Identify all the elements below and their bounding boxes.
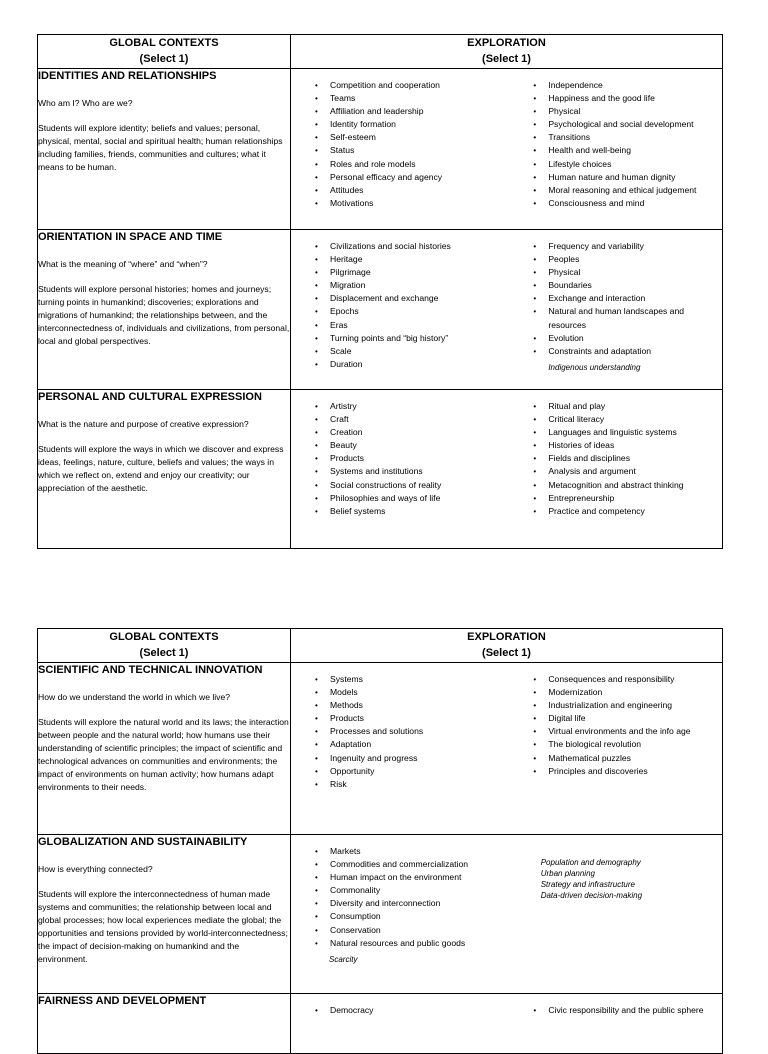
- list-item: • Transitions: [533, 131, 722, 144]
- context-description: Students will explore the natural world and its laws; the interaction between people and the natural world; how humans use their understanding of scientific principles; the impact of scientific and technological advances on communities and environments; the impact of environments on human activity; how humans adapt environments to their needs.: [38, 717, 289, 793]
- exploration-cell: [291, 230, 723, 390]
- context-cell: [38, 230, 291, 390]
- list-item: • Pilgrimage: [315, 266, 510, 279]
- list-item: • Analysis and argument: [533, 465, 722, 478]
- list-item: Population and demography: [540, 858, 641, 867]
- context-cell: [38, 390, 291, 549]
- context-title: IDENTITIES AND RELATIONSHIPS: [38, 70, 217, 82]
- list-item: • Mathematical puzzles: [533, 752, 722, 765]
- list-item: • Heritage: [315, 253, 510, 266]
- context-question: How is everything connected?: [38, 864, 153, 874]
- list-item: • Conservation: [315, 924, 503, 937]
- context-row: [38, 69, 723, 230]
- list-item: • Psychological and social development: [533, 118, 722, 131]
- list-item: • Teams: [315, 92, 510, 105]
- exploration-list-b: [533, 240, 722, 358]
- list-item: Urban planning: [540, 869, 595, 878]
- context-question: How do we understand the world in which we live?: [38, 692, 231, 702]
- list-item: • The biological revolution: [533, 738, 722, 751]
- list-item: • Epochs: [315, 305, 510, 318]
- context-cell: [38, 663, 291, 835]
- list-item: • Frequency and variability: [533, 240, 722, 253]
- list-item: • Human nature and human dignity: [533, 171, 722, 184]
- list-item: • Virtual environments and the info age: [533, 725, 722, 738]
- list-item: • Civic responsibility and the public sphere: [533, 1004, 722, 1017]
- list-item: • Competition and cooperation: [315, 79, 510, 92]
- list-item: • Constraints and adaptation: [533, 345, 722, 358]
- list-item: • Moral reasoning and ethical judgement: [533, 184, 722, 197]
- exploration-note: Scarcity: [329, 954, 358, 964]
- list-item: • Natural resources and public goods: [315, 937, 503, 950]
- context-description: Students will explore the interconnectedness of human made systems and communities; the relationship between local and global processes; how local experiences mediate the global; the opportunities and tensions provided by world-interconnectedness; the impact of decision-making on humankind and the environment.: [38, 889, 288, 965]
- list-item: • Products: [315, 712, 510, 725]
- list-item: • Philosophies and ways of life: [315, 492, 510, 505]
- exploration-list-a: [291, 79, 510, 210]
- list-item: • Methods: [315, 699, 510, 712]
- list-item: • Exchange and interaction: [533, 292, 722, 305]
- list-item: • Migration: [315, 279, 510, 292]
- header-global-contexts: [38, 629, 291, 663]
- context-question: Who am I? Who are we?: [38, 98, 133, 108]
- list-item: • Natural and human landscapes and resources: [533, 305, 722, 331]
- context-question: What is the nature and purpose of creative expression?: [38, 419, 249, 429]
- exploration-list-b: [503, 845, 722, 965]
- list-item: • Adaptation: [315, 738, 510, 751]
- list-item: • Languages and linguistic systems: [533, 426, 722, 439]
- list-item: • Commonality: [315, 884, 503, 897]
- list-item: • Industrialization and engineering: [533, 699, 722, 712]
- list-item: • Modernization: [533, 686, 722, 699]
- list-item: • Roles and role models: [315, 158, 510, 171]
- context-title: SCIENTIFIC AND TECHNICAL INNOVATION: [38, 664, 263, 676]
- list-item: • Histories of ideas: [533, 439, 722, 452]
- list-item: • Critical literacy: [533, 413, 722, 426]
- header-right-sub: (Select 1): [482, 647, 531, 659]
- list-item: • Beauty: [315, 439, 510, 452]
- context-question: What is the meaning of “where” and “when”?: [38, 259, 208, 269]
- header-exploration: [291, 35, 723, 69]
- list-item: • Social constructions of reality: [315, 479, 510, 492]
- list-item: • Personal efficacy and agency: [315, 171, 510, 184]
- list-item: • Physical: [533, 266, 722, 279]
- list-item: • Ritual and play: [533, 400, 722, 413]
- list-item: • Opportunity: [315, 765, 510, 778]
- global-contexts-table-2: [37, 628, 723, 1054]
- list-item: Strategy and infrastructure: [540, 880, 635, 889]
- list-item: • Status: [315, 144, 510, 157]
- list-item: • Digital life: [533, 712, 722, 725]
- list-item: • Principles and discoveries: [533, 765, 722, 778]
- list-item: • Fields and disciplines: [533, 452, 722, 465]
- list-item: • Processes and solutions: [315, 725, 510, 738]
- list-item: • Markets: [315, 845, 503, 858]
- list-item: • Turning points and “big history”: [315, 332, 510, 345]
- list-item: • Systems: [315, 673, 510, 686]
- exploration-list-b: [510, 1004, 722, 1017]
- list-item: • Practice and competency: [533, 505, 722, 518]
- header-global-contexts: [38, 35, 291, 69]
- list-item: Data-driven decision-making: [540, 891, 643, 900]
- list-item: • Products: [315, 452, 510, 465]
- list-item: • Ingenuity and progress: [315, 752, 510, 765]
- exploration-list-b: [510, 79, 722, 210]
- list-item: • Entrepreneurship: [533, 492, 722, 505]
- table-header-row: [38, 35, 723, 69]
- list-item: • Displacement and exchange: [315, 292, 510, 305]
- list-item: • Independence: [533, 79, 722, 92]
- context-cell: [38, 835, 291, 994]
- exploration-list-a: [291, 673, 510, 791]
- list-item: • Consciousness and mind: [533, 197, 722, 210]
- exploration-cell: [291, 835, 723, 994]
- header-right-sub: (Select 1): [482, 53, 531, 65]
- list-item: • Creation: [315, 426, 510, 439]
- header-left-sub: (Select 1): [139, 53, 189, 65]
- list-item: • Health and well-being: [533, 144, 722, 157]
- header-right-label: EXPLORATION: [467, 631, 546, 643]
- header-left-label: GLOBAL CONTEXTS: [109, 37, 219, 49]
- list-item: • Boundaries: [533, 279, 722, 292]
- context-row: [38, 835, 723, 994]
- table-header-row: [38, 629, 723, 663]
- exploration-cell: [291, 69, 723, 230]
- list-item: • Peoples: [533, 253, 722, 266]
- list-item: • Duration: [315, 358, 510, 371]
- list-item: • Attitudes: [315, 184, 510, 197]
- list-item: • Risk: [315, 778, 510, 791]
- list-item: • Affiliation and leadership: [315, 105, 510, 118]
- list-item: • Models: [315, 686, 510, 699]
- exploration-list-a: [291, 400, 510, 518]
- exploration-list-a: [291, 1004, 510, 1017]
- list-item: • Civilizations and social histories: [315, 240, 510, 253]
- context-row: [38, 230, 723, 390]
- global-contexts-table-1: [37, 34, 723, 549]
- context-description: Students will explore identity; beliefs and values; personal, physical, mental, social and spiritual health; human relationships including families, friends, communities and cultures; what it means to be human.: [38, 123, 283, 173]
- list-item: • Identity formation: [315, 118, 510, 131]
- context-row: [38, 390, 723, 549]
- header-left-label: GLOBAL CONTEXTS: [109, 631, 219, 643]
- exploration-cell: [291, 663, 723, 835]
- context-title: FAIRNESS AND DEVELOPMENT: [38, 995, 207, 1007]
- exploration-list-b: [510, 400, 722, 518]
- exploration-list-a: [315, 845, 503, 950]
- list-item: • Eras: [315, 319, 510, 332]
- list-item: • Belief systems: [315, 505, 510, 518]
- list-item: • Human impact on the environment: [315, 871, 503, 884]
- list-item: • Artistry: [315, 400, 510, 413]
- context-title: PERSONAL AND CULTURAL EXPRESSION: [38, 391, 262, 403]
- context-description: Students will explore personal histories; homes and journeys; turning points in humankind; discoveries; explorations and migrations of humankind; the relationships between, and the interconnectedness of, individuals and civilizations, from personal, local and global perspectives.: [38, 284, 290, 347]
- list-item: • Lifestyle choices: [533, 158, 722, 171]
- list-item: • Democracy: [315, 1004, 510, 1017]
- exploration-cell: [291, 390, 723, 549]
- list-item: • Scale: [315, 345, 510, 358]
- context-row: [38, 663, 723, 835]
- exploration-list-b: [510, 673, 722, 791]
- list-item: • Motivations: [315, 197, 510, 210]
- list-item: • Self-esteem: [315, 131, 510, 144]
- exploration-list-a: [291, 240, 510, 373]
- context-description: Students will explore the ways in which we discover and express ideas, feelings, nature, culture, beliefs and values; the ways in which we reflect on, extend and enjoy our creativity; our appreciation of the aesthetic.: [38, 444, 284, 494]
- context-cell: [38, 69, 291, 230]
- header-exploration: [291, 629, 723, 663]
- list-item: • Happiness and the good life: [533, 92, 722, 105]
- list-item: • Consequences and responsibility: [533, 673, 722, 686]
- list-item: • Commodities and commercialization: [315, 858, 503, 871]
- list-item: • Consumption: [315, 910, 503, 923]
- list-item: • Diversity and interconnection: [315, 897, 503, 910]
- list-item: • Physical: [533, 105, 722, 118]
- exploration-note: Indigenous understanding: [548, 362, 641, 372]
- list-item: • Evolution: [533, 332, 722, 345]
- list-item: • Craft: [315, 413, 510, 426]
- context-title: ORIENTATION IN SPACE AND TIME: [38, 231, 223, 243]
- header-left-sub: (Select 1): [139, 647, 189, 659]
- list-item: • Metacognition and abstract thinking: [533, 479, 722, 492]
- header-right-label: EXPLORATION: [467, 37, 546, 49]
- list-item: • Systems and institutions: [315, 465, 510, 478]
- context-title: GLOBALIZATION AND SUSTAINABILITY: [38, 836, 248, 848]
